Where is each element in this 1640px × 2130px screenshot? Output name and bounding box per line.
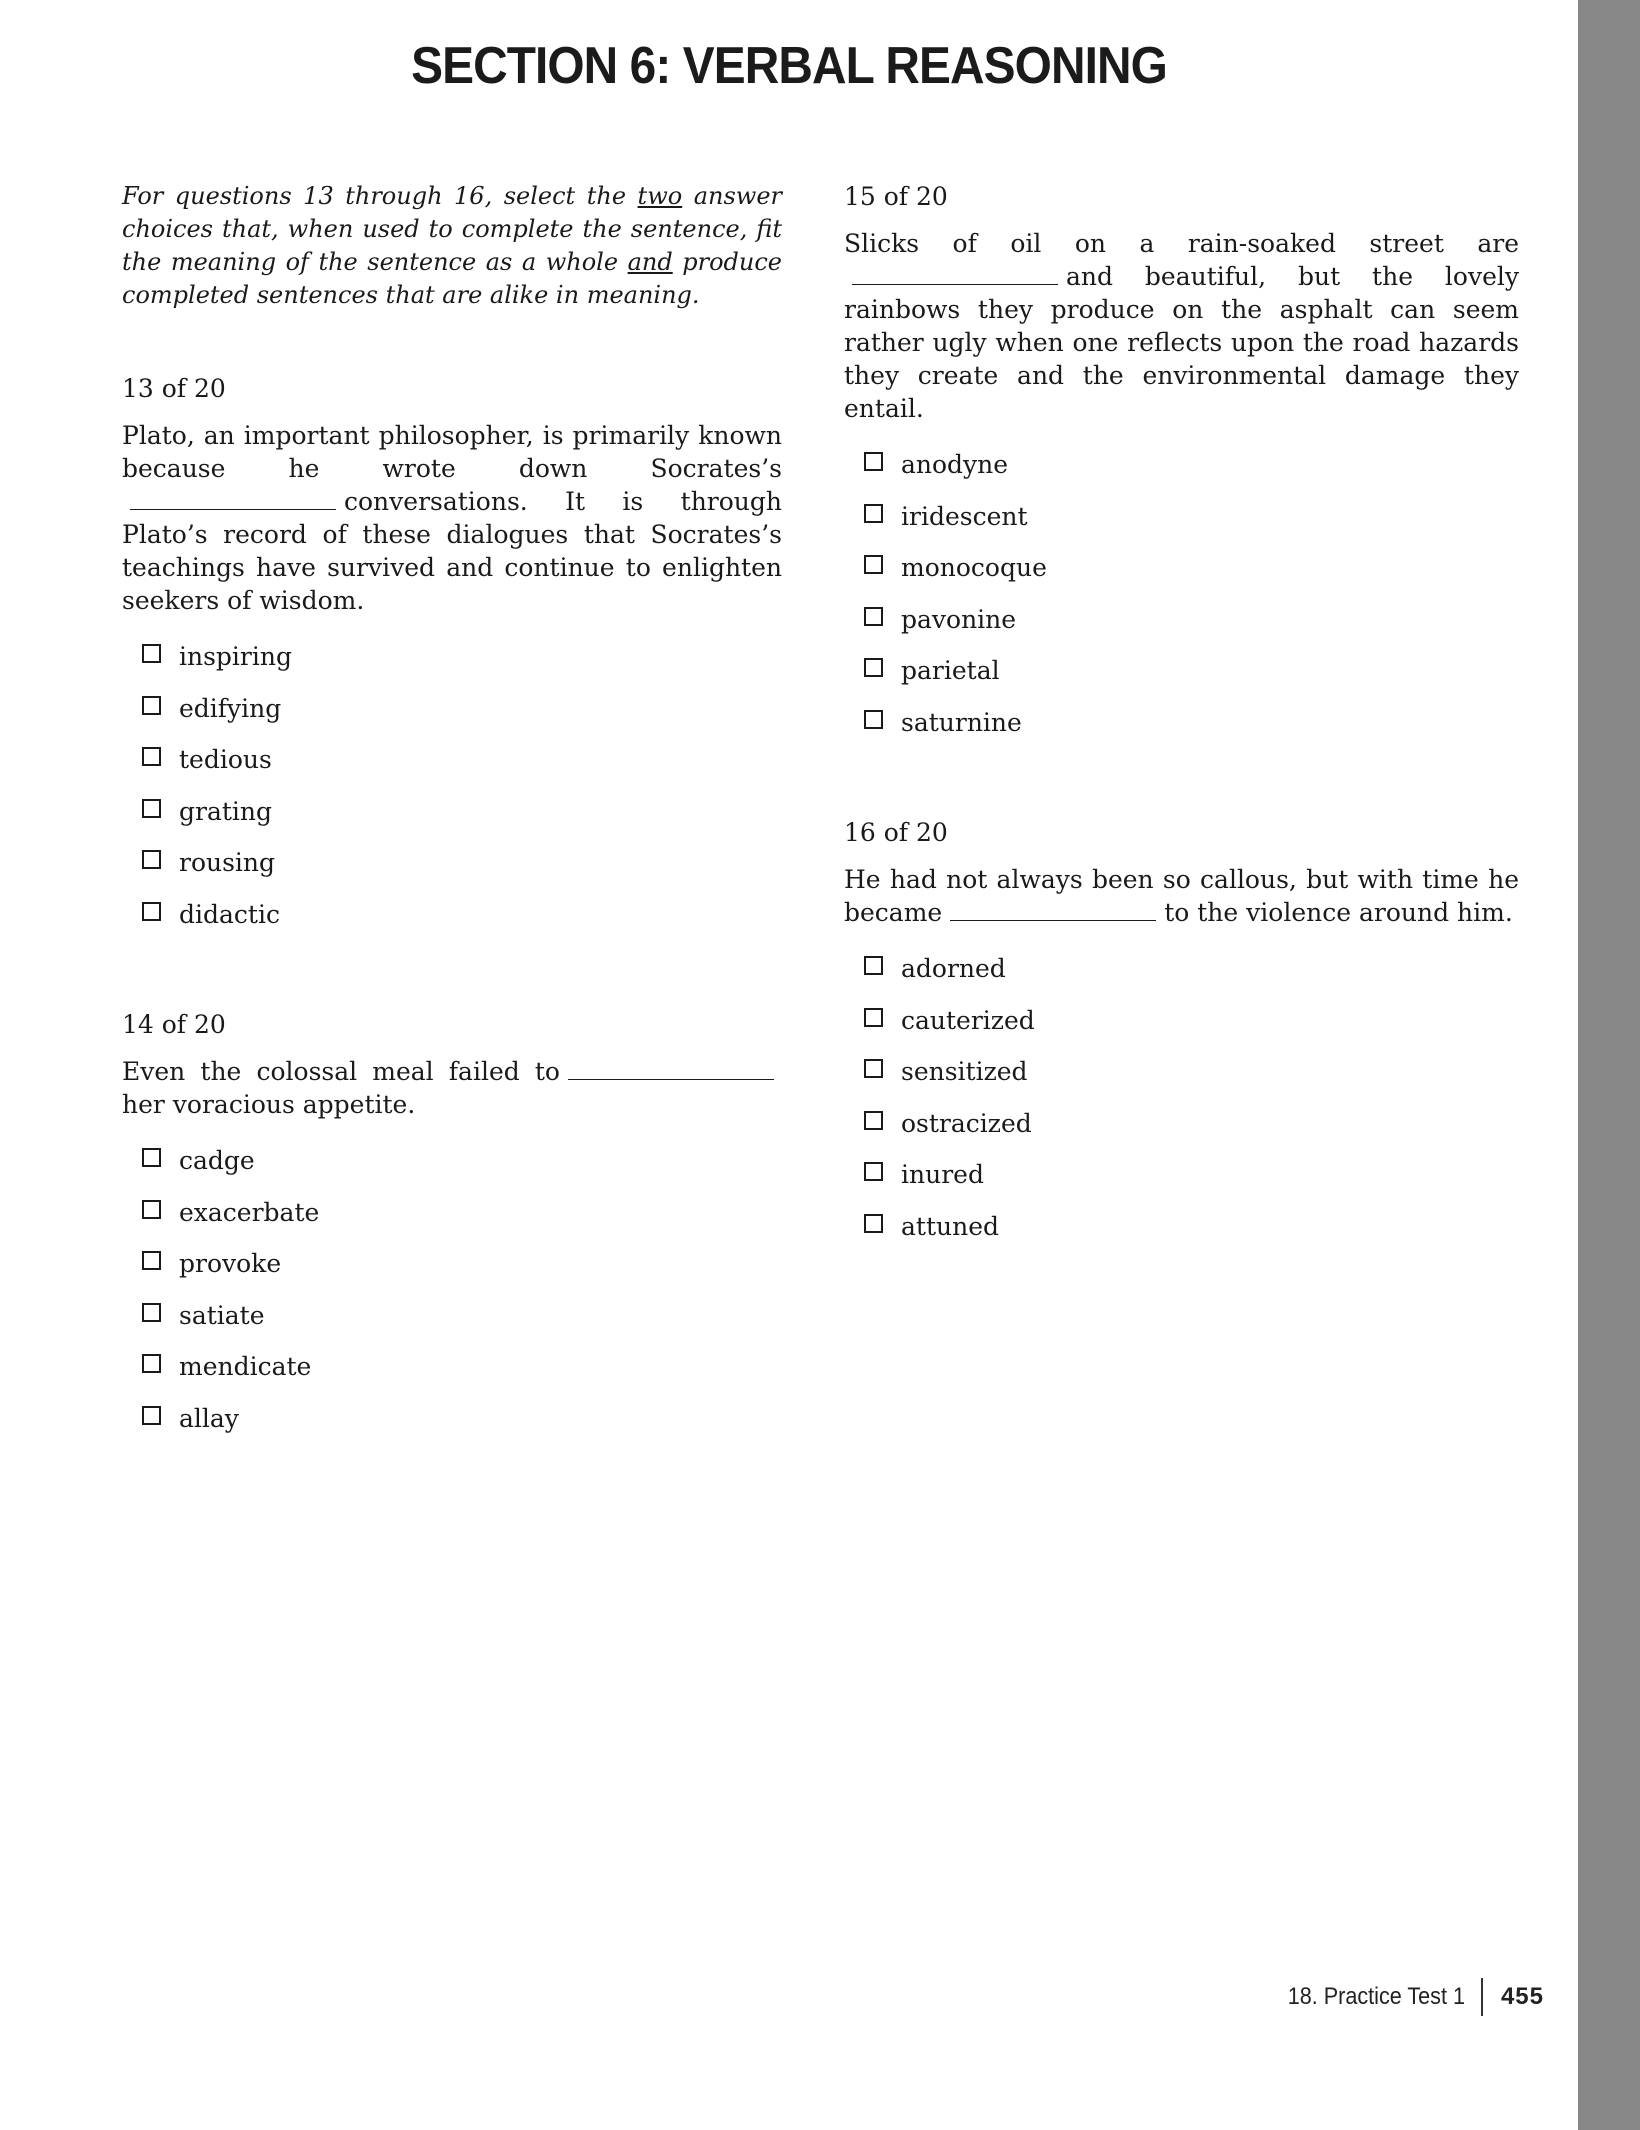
answer-choice[interactable] xyxy=(142,837,782,889)
choice-label: inured xyxy=(901,1160,984,1190)
choice-label: edifying xyxy=(179,693,282,723)
instructions-text-2: answer choices that, when used to complete the sentence, fit the meaning of the sentence as a whole xyxy=(122,182,783,276)
checkbox-icon[interactable] xyxy=(864,1111,883,1130)
instructions-emphasis-and: and xyxy=(627,248,673,276)
answer-choice[interactable] xyxy=(142,889,782,941)
instructions xyxy=(122,180,782,312)
question-text-before: Even the colossal meal failed to xyxy=(122,1057,560,1086)
answer-choice[interactable] xyxy=(864,1046,1519,1098)
question-number: 16 of 20 xyxy=(844,818,948,847)
checkbox-icon[interactable] xyxy=(142,747,161,766)
question-15 xyxy=(844,180,1519,748)
answer-choices xyxy=(844,943,1519,1252)
answer-choice[interactable] xyxy=(864,1149,1519,1201)
checkbox-icon[interactable] xyxy=(142,1200,161,1219)
answer-choice[interactable] xyxy=(142,1187,782,1239)
checkbox-icon[interactable] xyxy=(142,850,161,869)
choice-label: rousing xyxy=(179,848,276,878)
question-number: 15 of 20 xyxy=(844,182,948,211)
question-text-before: He had not always been so callous, but with time he became xyxy=(844,865,1519,927)
side-margin-bar xyxy=(1578,0,1640,2130)
question-text-after: her voracious appetite. xyxy=(122,1090,416,1119)
answer-choice[interactable] xyxy=(864,594,1519,646)
choice-label: monocoque xyxy=(901,553,1047,583)
answer-choice[interactable] xyxy=(864,1098,1519,1150)
answer-blank xyxy=(568,1057,774,1080)
answer-choices xyxy=(122,1135,782,1444)
question-text xyxy=(122,419,782,617)
section-title: SECTION 6: VERBAL REASONING xyxy=(411,37,1167,95)
checkbox-icon[interactable] xyxy=(142,1354,161,1373)
choice-label: allay xyxy=(179,1403,239,1433)
checkbox-icon[interactable] xyxy=(864,1162,883,1181)
checkbox-icon[interactable] xyxy=(864,452,883,471)
checkbox-icon[interactable] xyxy=(864,1214,883,1233)
question-text xyxy=(122,1055,782,1121)
answer-choice[interactable] xyxy=(864,1201,1519,1253)
question-text xyxy=(844,863,1519,929)
answer-blank xyxy=(852,262,1058,285)
choice-label: cauterized xyxy=(901,1005,1035,1035)
question-13 xyxy=(122,372,782,940)
choice-label: iridescent xyxy=(901,501,1028,531)
question-14 xyxy=(122,1008,782,1444)
answer-choice[interactable] xyxy=(142,1290,782,1342)
question-text-after: conversations. It is through Plato’s record of these dialogues that Socrates’s teachings have survived and continue to enlighten seekers of wisdom. xyxy=(122,487,782,615)
answer-blank xyxy=(950,898,1156,921)
choice-label: sensitized xyxy=(901,1057,1028,1087)
question-text xyxy=(844,227,1519,425)
choice-label: adorned xyxy=(901,954,1006,984)
checkbox-icon[interactable] xyxy=(142,799,161,818)
question-text-after: to the violence around him. xyxy=(1164,898,1513,927)
page-number: 455 xyxy=(1500,1983,1544,2010)
checkbox-icon[interactable] xyxy=(142,644,161,663)
choice-label: parietal xyxy=(901,656,1000,686)
checkbox-icon[interactable] xyxy=(142,1251,161,1270)
choice-label: anodyne xyxy=(901,450,1009,480)
answer-choice[interactable] xyxy=(142,683,782,735)
answer-choice[interactable] xyxy=(142,1393,782,1445)
answer-blank xyxy=(130,487,336,510)
choice-label: exacerbate xyxy=(179,1197,320,1227)
instructions-text-3: produce completed sentences that are alike in meaning. xyxy=(122,248,782,309)
choice-label: grating xyxy=(179,796,273,826)
question-number: 13 of 20 xyxy=(122,374,226,403)
answer-choices xyxy=(844,439,1519,748)
instructions-emphasis-two: two xyxy=(637,182,683,210)
answer-choices xyxy=(122,631,782,940)
choice-label: saturnine xyxy=(901,707,1022,737)
answer-choice[interactable] xyxy=(864,943,1519,995)
choice-label: pavonine xyxy=(901,604,1017,634)
left-column xyxy=(122,180,782,1512)
checkbox-icon[interactable] xyxy=(142,902,161,921)
question-16 xyxy=(844,816,1519,1252)
checkbox-icon[interactable] xyxy=(864,1059,883,1078)
checkbox-icon[interactable] xyxy=(142,1406,161,1425)
answer-choice[interactable] xyxy=(142,1238,782,1290)
checkbox-icon[interactable] xyxy=(142,1148,161,1167)
footer-divider xyxy=(1481,1978,1483,2016)
choice-label: satiate xyxy=(179,1300,265,1330)
checkbox-icon[interactable] xyxy=(864,658,883,677)
checkbox-icon[interactable] xyxy=(142,1303,161,1322)
page-footer xyxy=(1268,1978,1544,2016)
footer-chapter: 18. Practice Test 1 xyxy=(1287,1983,1465,2010)
checkbox-icon[interactable] xyxy=(864,956,883,975)
choice-label: mendicate xyxy=(179,1352,312,1382)
checkbox-icon[interactable] xyxy=(864,607,883,626)
choice-label: cadge xyxy=(179,1146,255,1176)
checkbox-icon[interactable] xyxy=(864,1008,883,1027)
answer-choice[interactable] xyxy=(142,1341,782,1393)
right-column xyxy=(844,180,1519,1320)
answer-choice[interactable] xyxy=(864,439,1519,491)
question-text-before: Plato, an important philosopher, is primarily known because he wrote down Socrates’s xyxy=(122,421,782,483)
answer-choice[interactable] xyxy=(142,1135,782,1187)
answer-choice[interactable] xyxy=(864,995,1519,1047)
answer-choice[interactable] xyxy=(864,491,1519,543)
answer-choice[interactable] xyxy=(864,645,1519,697)
choice-label: inspiring xyxy=(179,642,292,672)
checkbox-icon[interactable] xyxy=(864,710,883,729)
answer-choice[interactable] xyxy=(142,786,782,838)
checkbox-icon[interactable] xyxy=(864,504,883,523)
answer-choice[interactable] xyxy=(864,697,1519,749)
answer-choice[interactable] xyxy=(864,542,1519,594)
choice-label: attuned xyxy=(901,1211,999,1241)
checkbox-icon[interactable] xyxy=(864,555,883,574)
instructions-text-1: For questions 13 through 16, select the xyxy=(122,182,638,210)
question-number: 14 of 20 xyxy=(122,1010,226,1039)
answer-choice[interactable] xyxy=(142,734,782,786)
question-text-after: and beautiful, but the lovely rainbows they produce on the asphalt can seem rather ugly when one reflects upon the road hazards they create and the environmental damage they entail. xyxy=(844,262,1519,423)
choice-label: ostracized xyxy=(901,1108,1032,1138)
question-text-before: Slicks of oil on a rain-soaked street are xyxy=(844,229,1519,258)
answer-choice[interactable] xyxy=(142,631,782,683)
choice-label: didactic xyxy=(179,899,280,929)
choice-label: tedious xyxy=(179,745,272,775)
choice-label: provoke xyxy=(179,1249,282,1279)
checkbox-icon[interactable] xyxy=(142,696,161,715)
